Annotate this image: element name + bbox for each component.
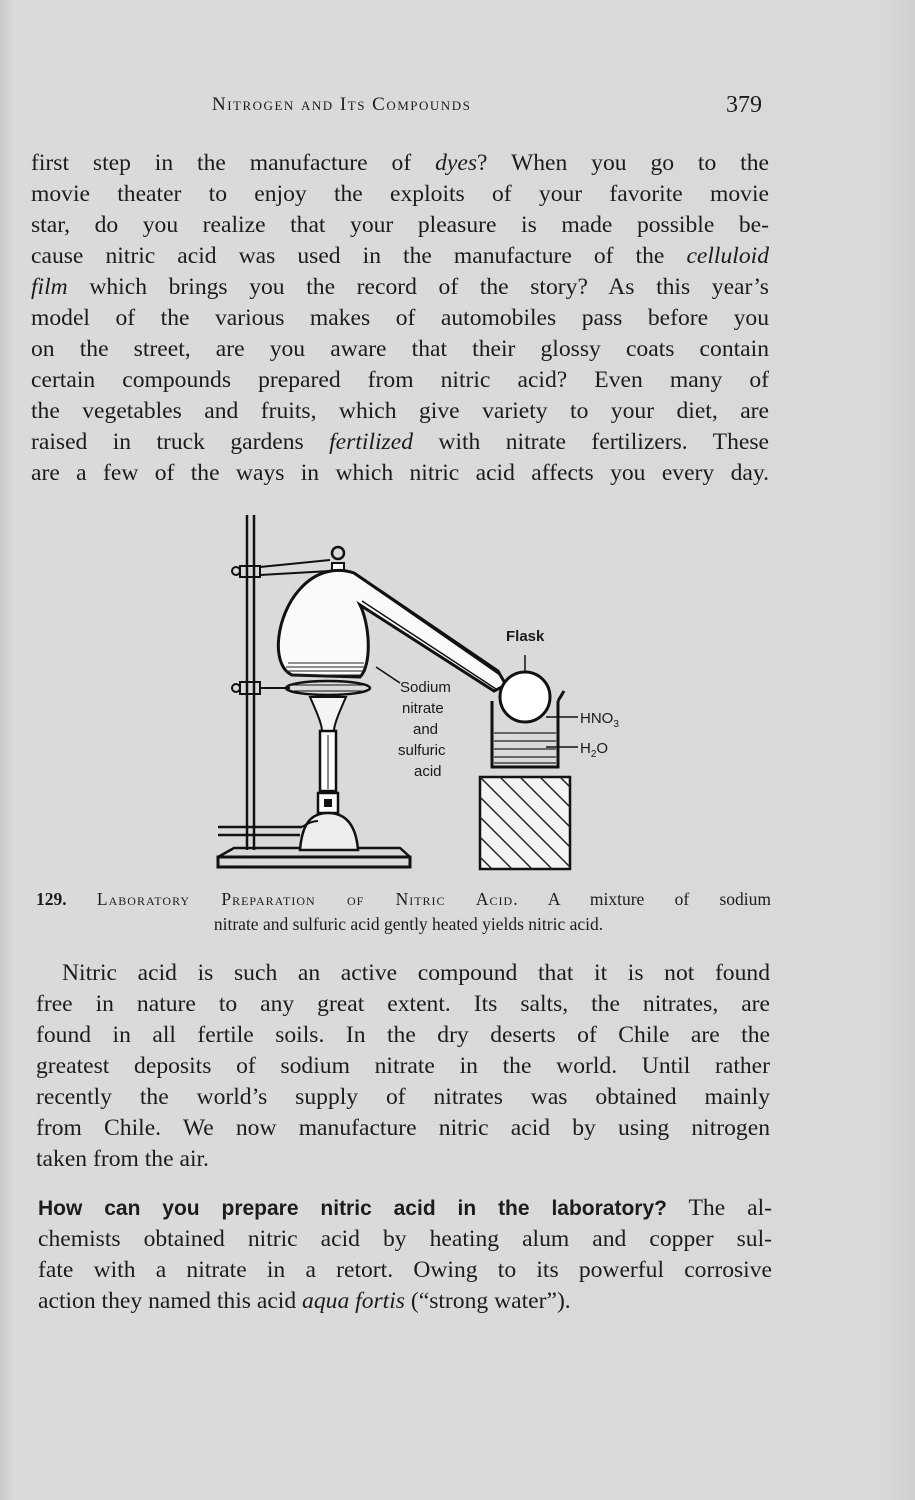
text-line: movie theater to enjoy the exploits of your favorite movie <box>31 181 769 207</box>
and-label: and <box>413 721 439 738</box>
text-line: fate with a nitrate in a retort. Owing to its powerful corrosive <box>38 1257 772 1283</box>
page-number: 379 <box>726 92 762 118</box>
text-line: star, do you realize that your pleasure is made possible be- <box>31 212 769 238</box>
text-line: recently the world’s supply of nitrates was obtained mainly <box>36 1084 770 1110</box>
text-line: free in nature to any great extent. Its salts, the nitrates, are <box>36 991 770 1017</box>
nitrate-label: nitrate <box>402 700 444 717</box>
label-pointer <box>376 667 400 683</box>
text-line: raised in truck gardens fertilized with nitrate fertilizers. These <box>31 429 769 455</box>
ring-support <box>232 681 370 695</box>
running-head <box>0 92 915 124</box>
figure-caption <box>36 887 771 937</box>
text-line: from Chile. We now manufacture nitric acid by using nitrogen <box>36 1115 770 1141</box>
text-line: on the street, are you aware that their glossy coats contain <box>31 336 769 362</box>
receiving-flask <box>500 655 550 722</box>
text-line: film which brings you the record of the story? As this year’s <box>31 274 769 300</box>
text-line: taken from the air. <box>36 1146 209 1172</box>
running-title: Nitrogen and Its Compounds <box>212 94 472 115</box>
sodium-label: Sodium <box>400 679 451 696</box>
apparatus-figure <box>210 505 630 875</box>
text-line: greatest deposits of sodium nitrate in the world. Until rather <box>36 1053 770 1079</box>
caption-title: Laboratory Preparation of Nitric Acid. <box>96 889 519 909</box>
paragraph-3 <box>38 1193 772 1317</box>
caption-text-2: nitrate and sulfuric acid gently heated yields nitric acid. <box>213 914 604 934</box>
flask-label: Flask <box>506 628 545 645</box>
text-line: action they named this acid aqua fortis (“strong water”). <box>38 1288 571 1314</box>
text-line: first step in the manufacture of dyes? When you go to the <box>31 150 769 176</box>
acid-label: acid <box>414 763 442 780</box>
support-block <box>480 777 570 869</box>
text-line: chemists obtained nitric acid by heating alum and copper sul- <box>38 1226 772 1252</box>
text-line: cause nitric acid was used in the manufacture of the celluloid <box>31 243 769 269</box>
text-line: the vegetables and fruits, which give variety to your diet, are <box>31 398 769 424</box>
h2o-label: $H_2O$ <box>580 740 609 760</box>
retort <box>278 547 506 691</box>
caption-text: A mixture of sodium <box>547 889 771 909</box>
text-line: model of the various makes of automobiles pass before you <box>31 305 769 331</box>
hno3-label: $HNO_3$ <box>580 710 619 730</box>
paragraph-2 <box>36 958 770 1175</box>
sulfuric-label: sulfuric <box>398 742 446 759</box>
text-line: How can you prepare nitric acid in the laboratory? The al- <box>38 1195 772 1221</box>
text-line: found in all fertile soils. In the dry deserts of Chile are the <box>36 1022 770 1048</box>
bunsen-burner <box>218 697 358 850</box>
caption-number: 129. <box>36 889 67 909</box>
section-question-heading: How can you prepare nitric acid in the laboratory? <box>38 1197 667 1220</box>
text-line: Nitric acid is such an active compound that it is not found <box>62 960 770 986</box>
text-line: are a few of the ways in which nitric acid affects you every day. <box>31 460 769 486</box>
paragraph-1 <box>31 148 769 489</box>
text-line: certain compounds prepared from nitric acid? Even many of <box>31 367 769 393</box>
